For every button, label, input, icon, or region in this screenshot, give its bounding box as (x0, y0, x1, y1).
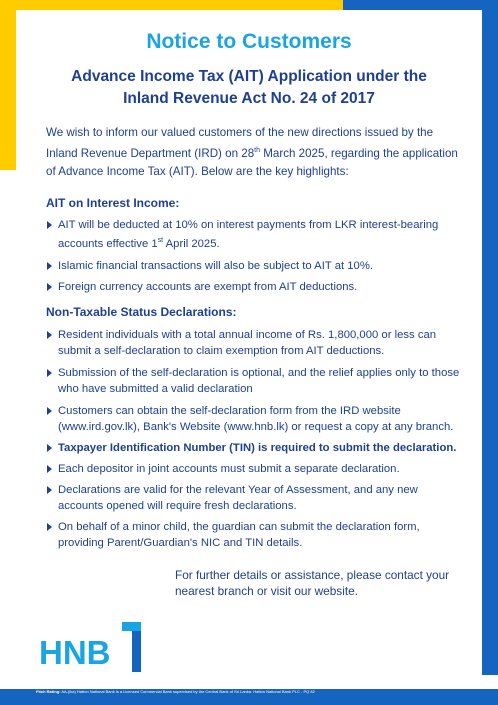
bullet-text: Each depositor in joint accounts must submit a separate declaration. (58, 463, 400, 475)
bullet-arrow-icon (47, 523, 52, 531)
bullet-text: Declarations are valid for the relevant Year of Assessment, and any new accounts opened will require fresh declarations. (58, 484, 418, 512)
list-item (46, 403, 466, 435)
bullet-arrow-icon (47, 465, 52, 473)
bullet-sup: st (157, 237, 164, 244)
list-item (46, 279, 466, 295)
bullet-arrow-icon (47, 221, 52, 229)
contact-note: For further details or assistance, please contact your nearest branch or visit our website. (175, 568, 450, 598)
section-declarations-heading: Non-Taxable Status Declarations: (46, 305, 237, 319)
list-item (46, 258, 466, 274)
subtitle-line-1: Advance Income Tax (AIT) Application under the (71, 68, 427, 85)
intro-sup: th (254, 147, 260, 154)
notice-title: Notice to Customers (146, 30, 352, 53)
bullet-text: Customers can obtain the self-declaration form from the IRD website (www.ird.gov.lk), Bank's Website (www.hnb.lk) or request a copy at any branch. (58, 405, 454, 433)
bullet-arrow-icon (47, 262, 52, 270)
subtitle-line-2: Inland Revenue Act No. 24 of 2017 (123, 90, 375, 107)
list-item (46, 461, 466, 477)
bullet-text: Taxpayer Identification Number (TIN) is required to submit the declaration. (58, 442, 457, 454)
bullet-arrow-icon (47, 331, 52, 339)
notice-subtitle (40, 66, 458, 110)
footer-disclaimer (36, 689, 315, 694)
intro-text-2: March 2025, regarding the application of Advance Income Tax (AIT). Below are the key highlights: (46, 146, 458, 178)
list-item (46, 440, 466, 456)
bullet-arrow-icon (47, 486, 52, 494)
bullet-text: April 2025. (163, 237, 220, 250)
list-item (46, 482, 466, 514)
footer-text: AA-(lka) Hatton National Bank is a Licensed Commercial Bank supervised by the Central Bank of Sri Lanka. Hatton National Bank PLC - PQ 82 (60, 689, 315, 694)
hnb-logo-text: HNB (39, 634, 111, 671)
declaration-bullet-list (46, 327, 466, 551)
intro-paragraph (46, 124, 466, 181)
hnb-logo (36, 618, 151, 678)
intro-text-1: We wish to inform our valued customers of the new directions issued by the Inland Revenue Department (IRD) on 28 (46, 126, 434, 160)
bullet-arrow-icon (47, 369, 52, 377)
list-item (46, 327, 466, 359)
section-ait-heading: AIT on Interest Income: (46, 196, 180, 210)
right-border-blue (482, 10, 498, 675)
bullet-text: AIT will be deducted at 10% on interest payments from LKR interest-bearing accounts effective 1 (58, 219, 439, 250)
bullet-text: Islamic financial transactions will also be subject to AIT at 10%. (58, 259, 373, 272)
top-border (0, 0, 498, 10)
list-item (46, 365, 466, 397)
bullet-text: On behalf of a minor child, the guardian can submit the declaration form, providing Parent/Guardian's NIC and TIN details. (58, 521, 420, 549)
list-item (46, 217, 466, 252)
bullet-text: Foreign currency accounts are exempt from AIT deductions. (58, 280, 358, 293)
bullet-arrow-icon (47, 283, 52, 291)
bullet-text: Submission of the self-declaration is optional, and the relief applies only to those who have submitted a valid declaration (58, 367, 460, 395)
top-border-yellow (0, 0, 343, 10)
bullet-arrow-icon (47, 444, 52, 452)
ait-bullet-list (46, 217, 466, 295)
list-item (46, 519, 466, 551)
hnb-logo-accent-icon (122, 622, 141, 631)
bullet-text: Resident individuals with a total annual income of Rs. 1,800,000 or less can submit a self-declaration to claim exemption from AIT deductions. (58, 329, 437, 357)
footer-label: Fitch Rating: (36, 689, 61, 694)
top-border-blue (343, 0, 498, 10)
bullet-arrow-icon (47, 407, 52, 415)
